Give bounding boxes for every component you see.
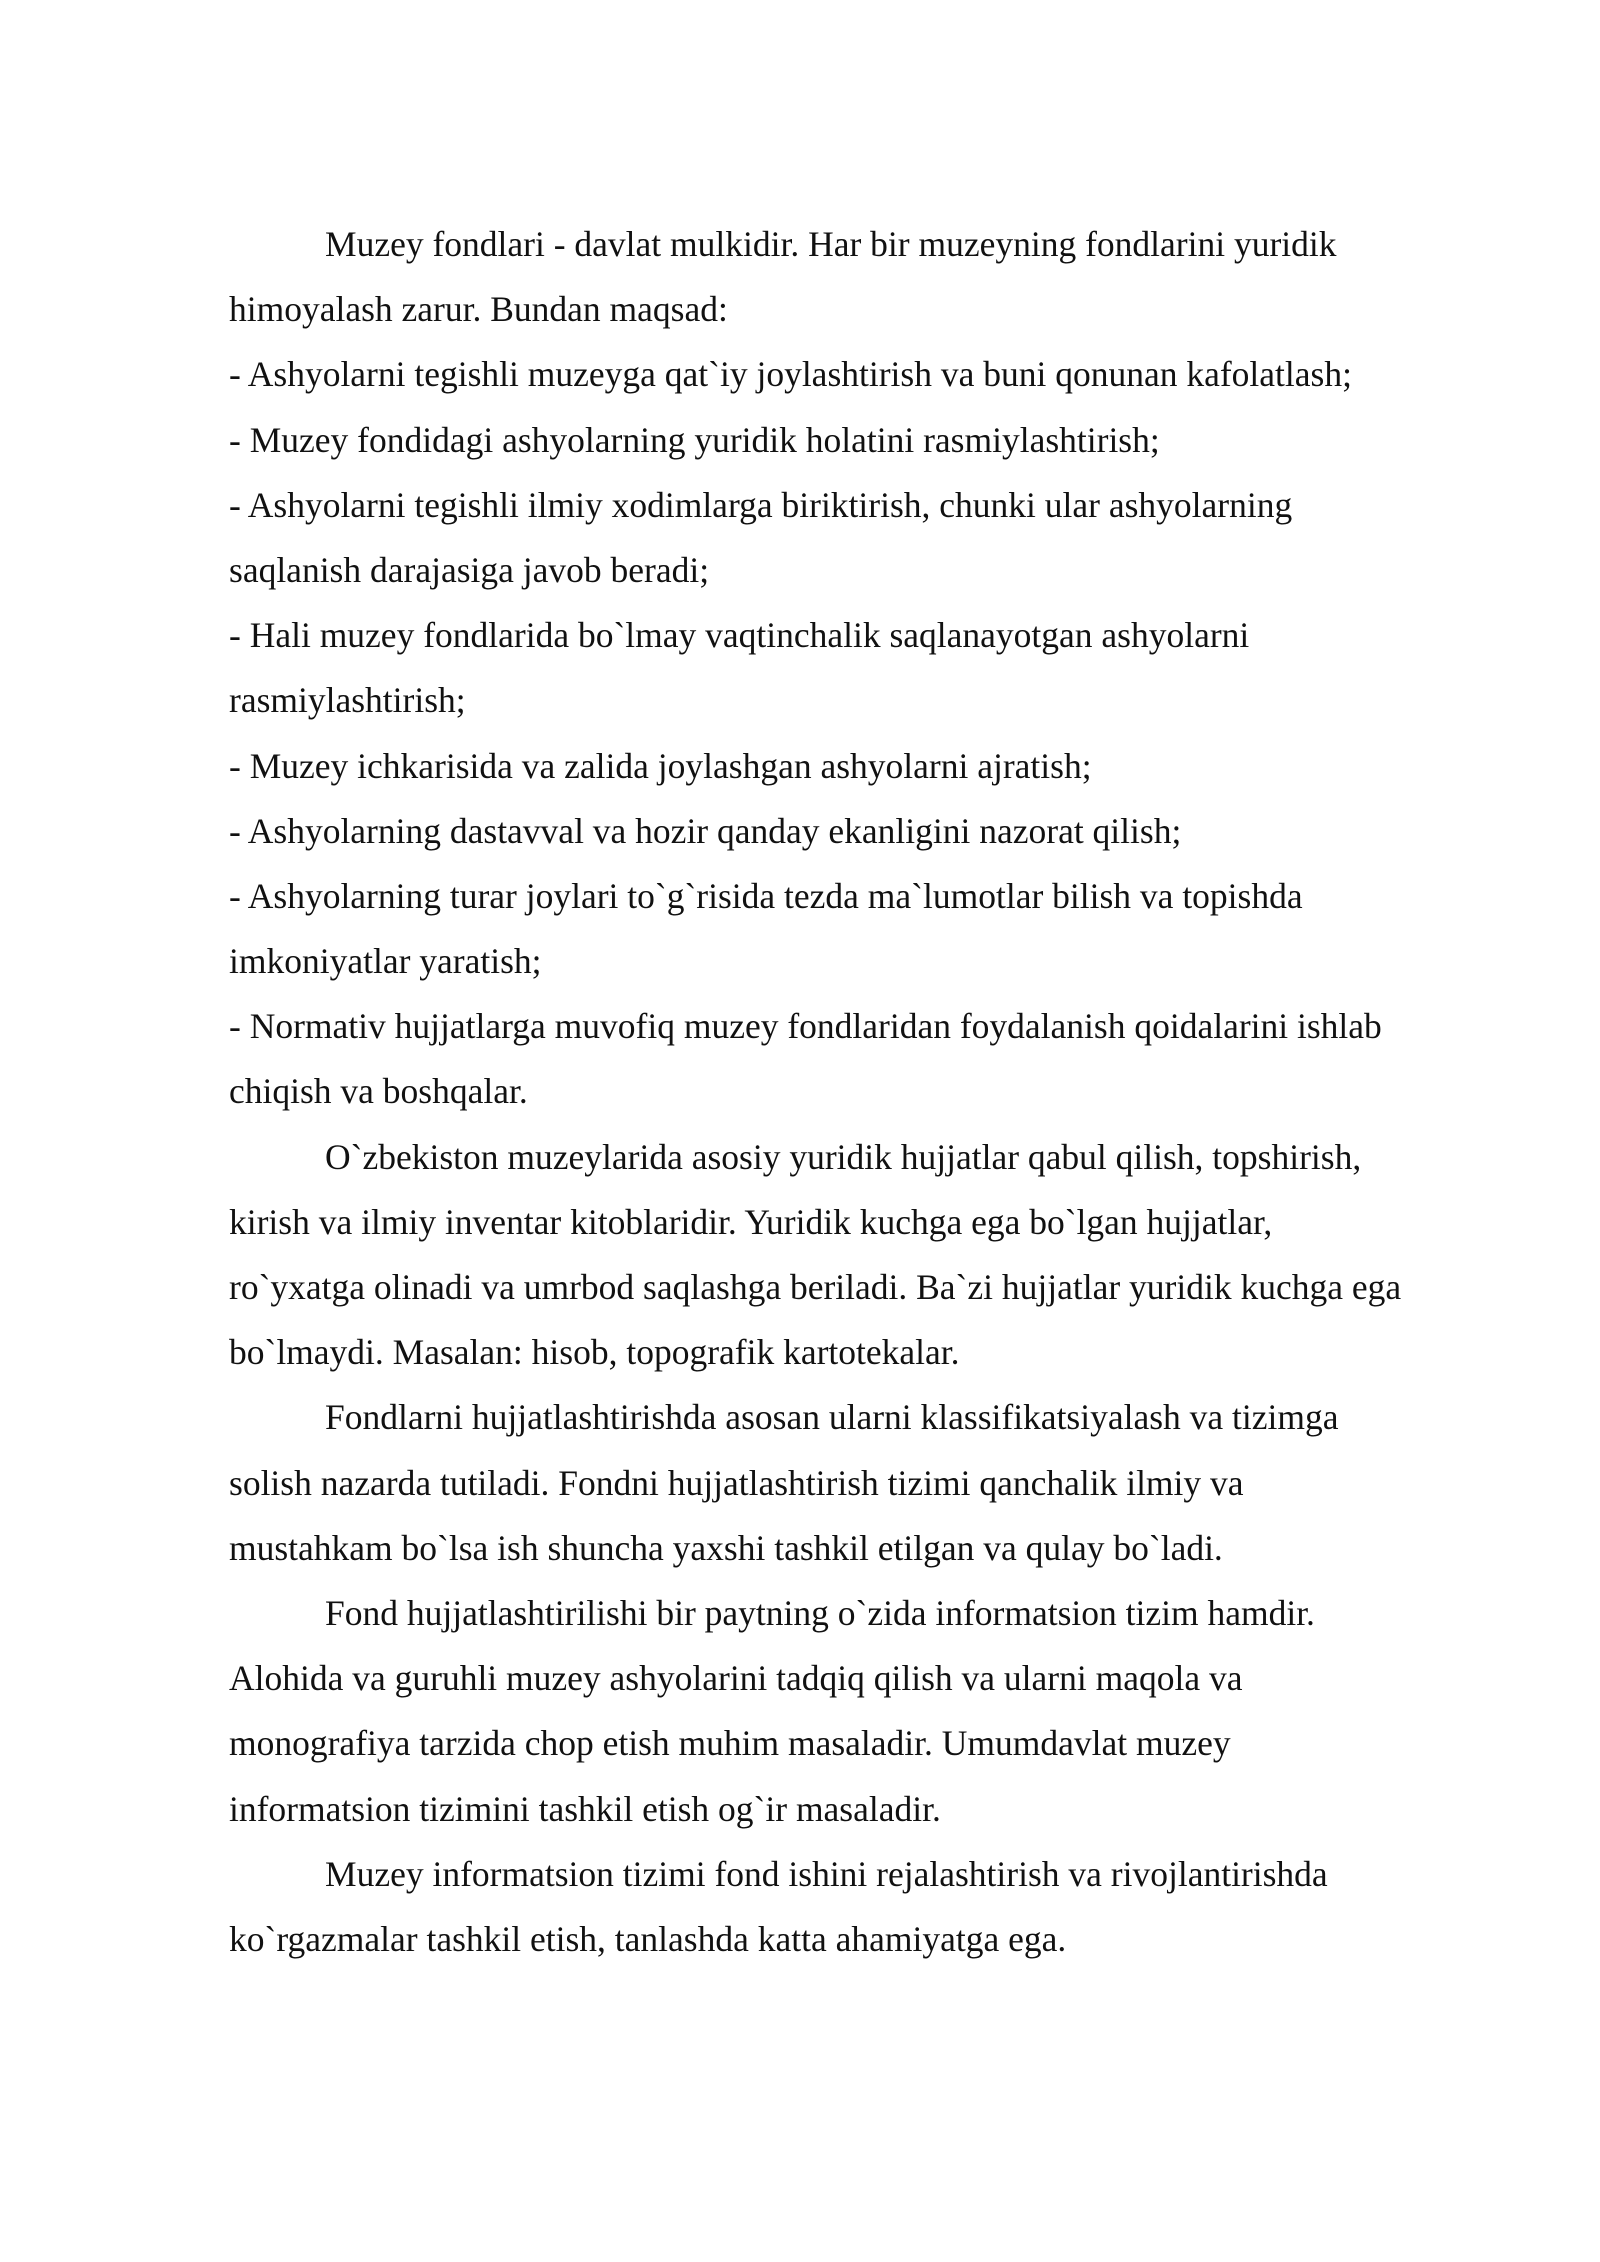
text-line: mustahkam bo`lsa ish shuncha yaxshi tashkil etilgan va qulay bo`ladi. [229,1527,1223,1568]
list-item: - Normativ hujjatlarga muvofiq muzey fondlaridan foydalanish qoidalarini ishlab [229,1006,1382,1047]
text-line: monografiya tarzida chop etish muhim masaladir. Umumdavlat muzey [229,1723,1231,1764]
text-line: informatsion tizimini tashkil etish og`ir masaladir. [229,1788,941,1829]
text-line: imkoniyatlar yaratish; [229,941,542,982]
text-line: ko`rgazmalar tashkil etish, tanlashda katta ahamiyatga ega. [229,1918,1067,1959]
list-item: - Ashyolarning turar joylari to`g`risida tezda ma`lumotlar bilish va topishda [229,875,1303,916]
list-item: - Ashyolarning dastavval va hozir qanday ekanligini nazorat qilish; [229,810,1182,851]
document-body [229,212,1489,1972]
text-line: Alohida va guruhli muzey ashyolarini tadqiq qilish va ularni maqola va [229,1658,1243,1699]
text-line: Fondlarni hujjatlashtirishda asosan ularni klassifikatsiyalash va tizimga [325,1397,1339,1438]
text-line: ro`yxatga olinadi va umrbod saqlashga beriladi. Ba`zi hujjatlar yuridik kuchga ega [229,1267,1402,1307]
text-line: solish nazarda tutiladi. Fondni hujjatlashtirish tizimi qanchalik ilmiy va [229,1462,1244,1503]
text-line: Muzey fondlari - davlat mulkidir. Har bir muzeyning fondlarini yuridik [325,224,1337,264]
list-item: - Hali muzey fondlarida bo`lmay vaqtinchalik saqlanayotgan ashyolarni [229,615,1250,656]
text-line: himoyalash zarur. Bundan maqsad: [229,289,728,330]
list-item: - Muzey fondidagi ashyolarning yuridik holatini rasmiylashtirish; [229,419,1160,460]
list-item: - Muzey ichkarisida va zalida joylashgan ashyolarni ajratish; [229,745,1092,786]
text-line: bo`lmaydi. Masalan: hisob, topografik kartotekalar. [229,1332,960,1373]
text-line: kirish va ilmiy inventar kitoblaridir. Yuridik kuchga ega bo`lgan hujjatlar, [229,1201,1273,1242]
text-line: saqlanish darajasiga javob beradi; [229,549,710,590]
text-line: rasmiylashtirish; [229,680,466,721]
list-item: - Ashyolarni tegishli muzeyga qat`iy joylashtirish va buni qonunan kafolatlash; [229,354,1352,395]
text-line: Muzey informatsion tizimi fond ishini rejalashtirish va rivojlantirishda [325,1853,1328,1894]
text-line: chiqish va boshqalar. [229,1071,528,1112]
list-item: - Ashyolarni tegishli ilmiy xodimlarga biriktirish, chunki ular ashyolarning [229,484,1293,525]
text-line: O`zbekiston muzeylarida asosiy yuridik hujjatlar qabul qilish, topshirish, [325,1136,1362,1177]
text-line: Fond hujjatlashtirilishi bir paytning o`zida informatsion tizim hamdir. [325,1592,1315,1633]
